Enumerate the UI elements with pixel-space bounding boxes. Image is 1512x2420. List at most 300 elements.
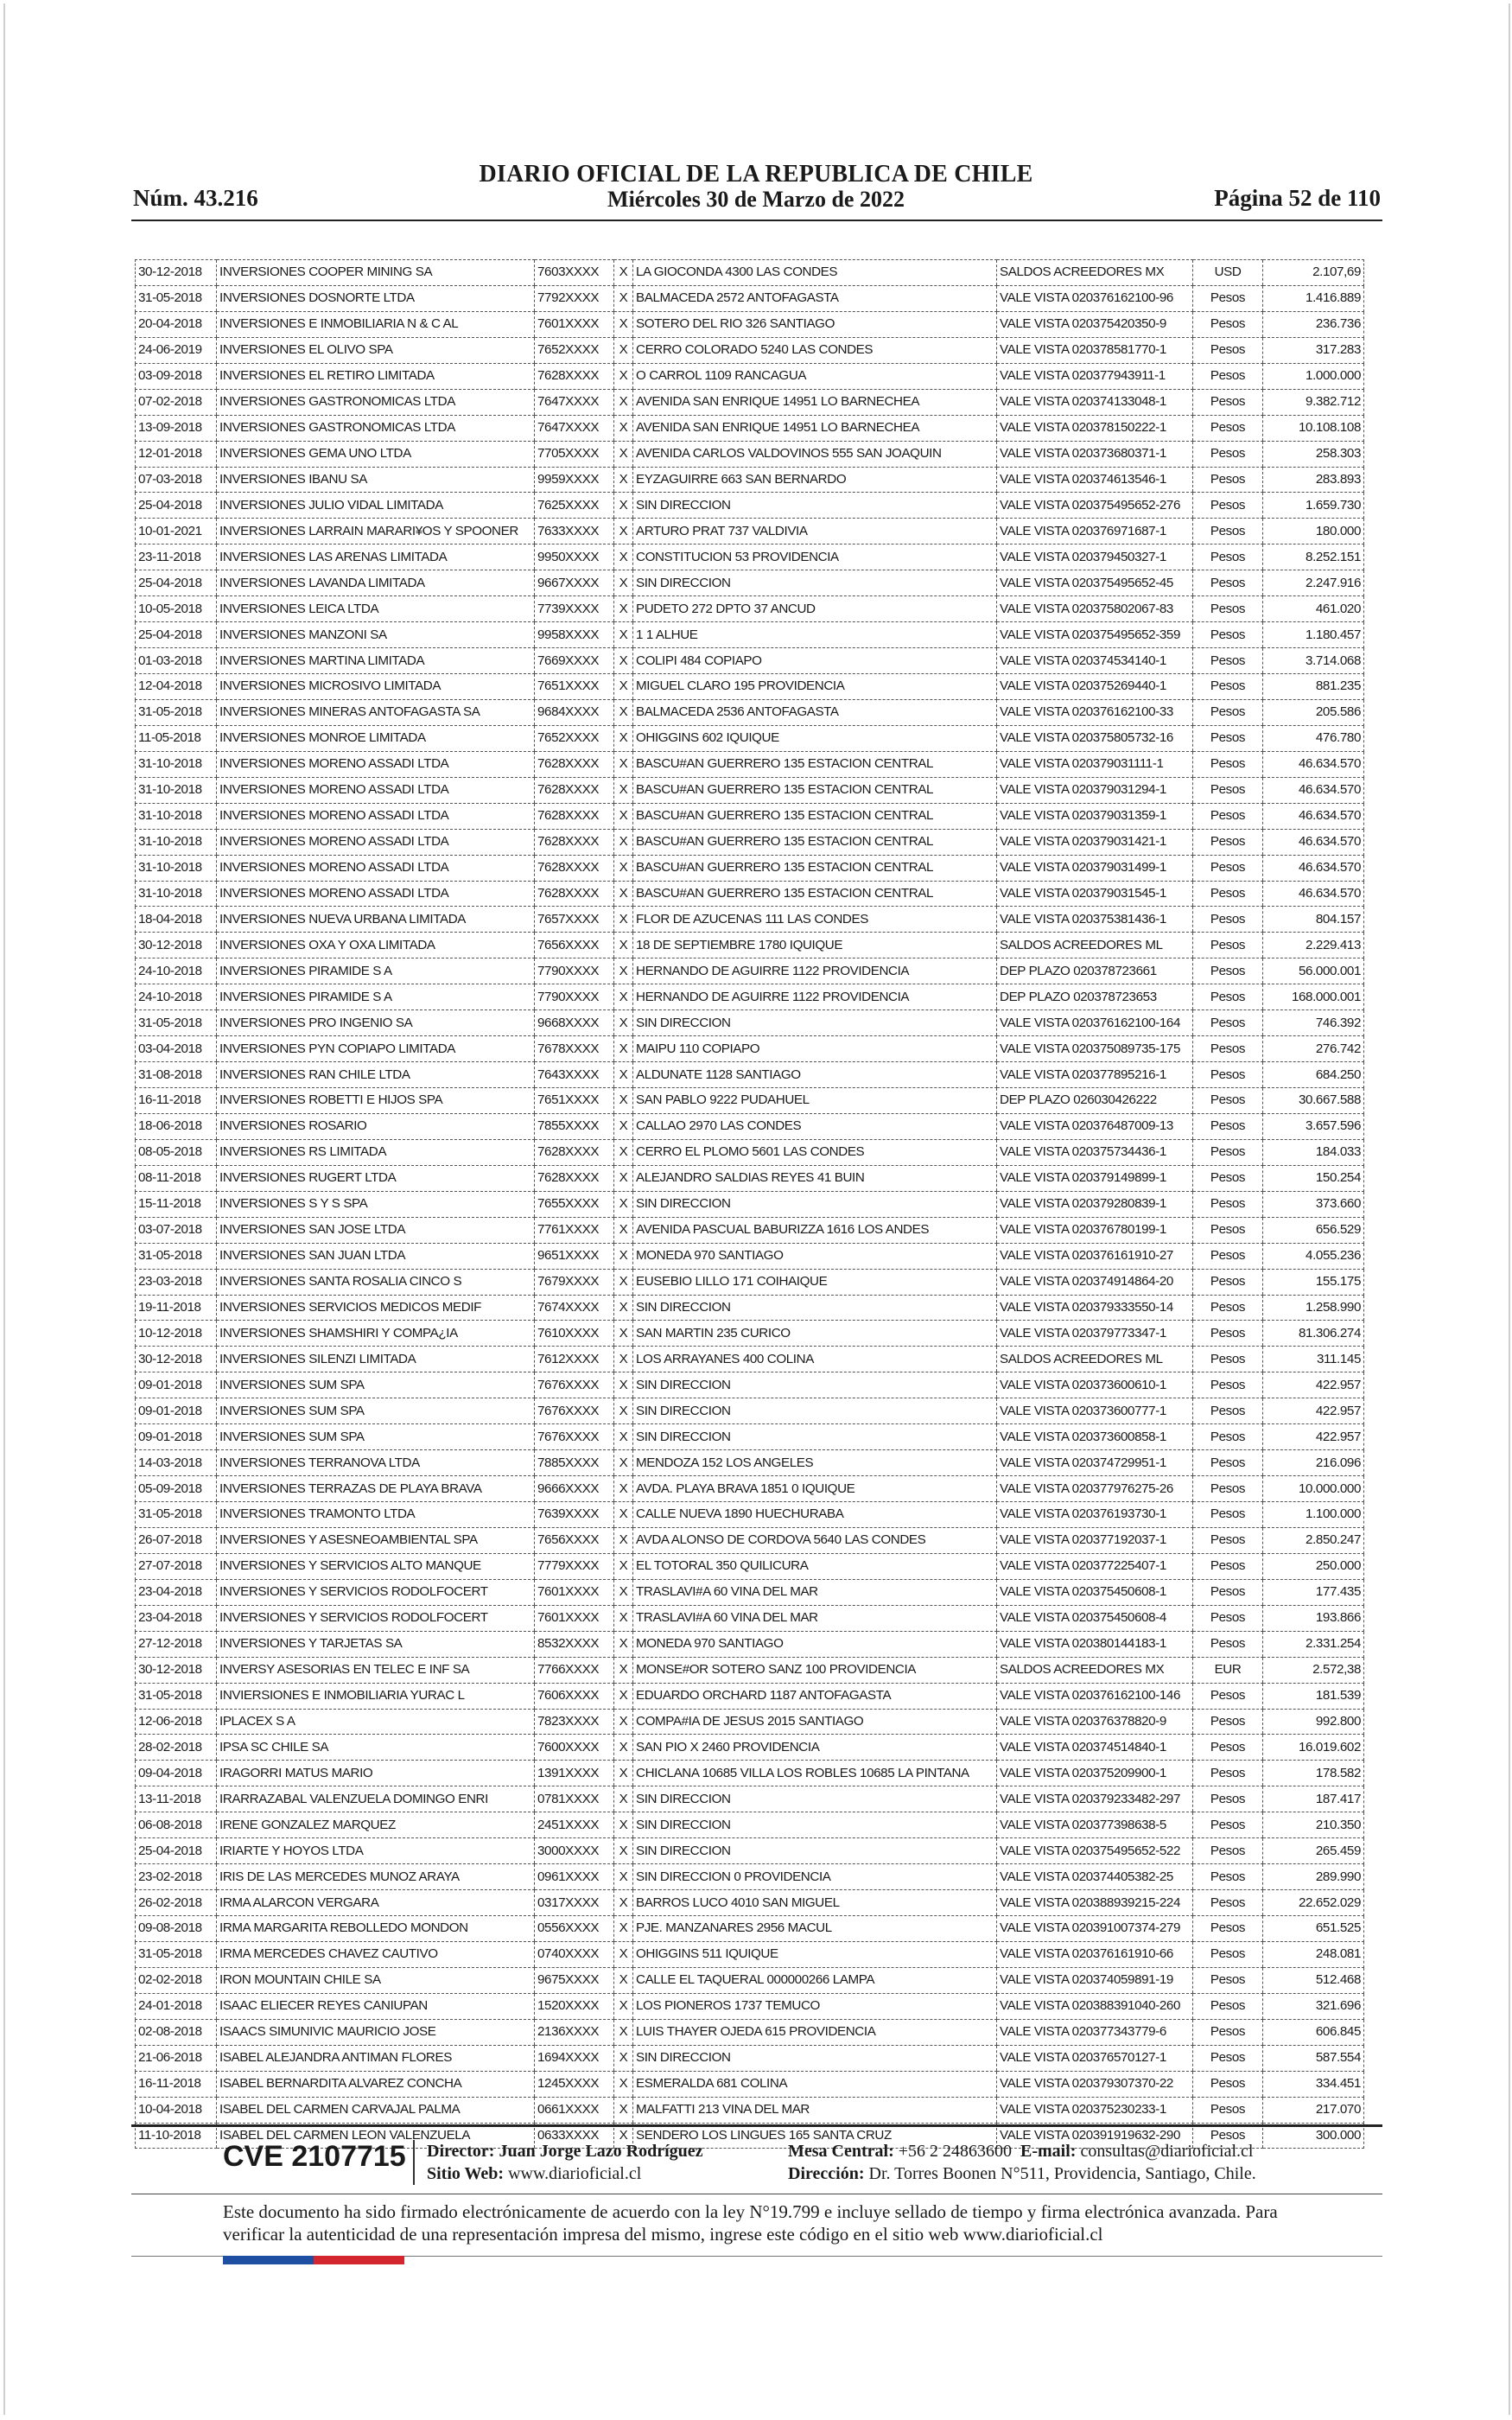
name-cell: INVERSIONES PIRAMIDE S A: [217, 958, 535, 984]
date-cell: 31-10-2018: [136, 881, 217, 907]
amount-cell: 1.000.000: [1263, 363, 1364, 389]
mark-cell: X: [614, 1398, 633, 1424]
date-cell: 23-11-2018: [136, 544, 217, 570]
address-cell: LOS ARRAYANES 400 COLINA: [633, 1347, 997, 1372]
rut-cell: 7625XXXX: [535, 493, 614, 519]
site-link[interactable]: www.diarioficial.cl: [508, 2164, 642, 2183]
currency-cell: Pesos: [1193, 1812, 1263, 1838]
amount-cell: 181.539: [1263, 1683, 1364, 1709]
address-cell: EUSEBIO LILLO 171 COIHAIQUE: [633, 1269, 997, 1295]
name-cell: INVIERSIONES E INMOBILIARIA YURAC L: [217, 1683, 535, 1709]
amount-cell: 248.081: [1263, 1941, 1364, 1967]
table-row: [136, 1424, 1364, 1450]
rut-cell: 7633XXXX: [535, 519, 614, 544]
address-cell: AVENIDA PASCUAL BABURIZZA 1616 LOS ANDES: [633, 1217, 997, 1243]
table-row: [136, 1139, 1364, 1165]
date-cell: 14-03-2018: [136, 1450, 217, 1476]
date-cell: 18-06-2018: [136, 1113, 217, 1139]
address-cell: CERRO COLORADO 5240 LAS CONDES: [633, 337, 997, 363]
amount-cell: 684.250: [1263, 1062, 1364, 1088]
date-cell: 10-05-2018: [136, 596, 217, 622]
rut-cell: 7628XXXX: [535, 363, 614, 389]
amount-cell: 606.845: [1263, 2019, 1364, 2045]
date-cell: 24-06-2019: [136, 337, 217, 363]
address-cell: CALLAO 2970 LAS CONDES: [633, 1113, 997, 1139]
mark-cell: X: [614, 1139, 633, 1165]
table-row: [136, 1165, 1364, 1191]
footer-divider: [131, 2124, 1382, 2127]
amount-cell: 46.634.570: [1263, 751, 1364, 777]
address-cell: BASCU#AN GUERRERO 135 ESTACION CENTRAL: [633, 855, 997, 881]
table-row: [136, 1372, 1364, 1398]
flag-red-segment: [314, 2256, 404, 2264]
table-row: [136, 1243, 1364, 1269]
date-cell: 25-04-2018: [136, 570, 217, 596]
name-cell: INVERSIONES MARTINA LIMITADA: [217, 648, 535, 674]
instrument-cell: VALE VISTA 020379450327-1: [997, 544, 1193, 570]
table-row: [136, 1709, 1364, 1735]
date-cell: 02-02-2018: [136, 1967, 217, 1993]
table-row: [136, 1735, 1364, 1761]
table-row: [136, 493, 1364, 519]
instrument-cell: VALE VISTA 020379233482-297: [997, 1786, 1193, 1812]
date-cell: 12-01-2018: [136, 441, 217, 467]
table-row: [136, 1191, 1364, 1217]
currency-cell: Pesos: [1193, 1269, 1263, 1295]
mark-cell: X: [614, 519, 633, 544]
address-cell: ALDUNATE 1128 SANTIAGO: [633, 1062, 997, 1088]
table-row: [136, 1605, 1364, 1631]
address-cell: BASCU#AN GUERRERO 135 ESTACION CENTRAL: [633, 751, 997, 777]
rut-cell: 7628XXXX: [535, 881, 614, 907]
amount-cell: 2.247.916: [1263, 570, 1364, 596]
mark-cell: X: [614, 907, 633, 933]
table-row: [136, 1631, 1364, 1657]
records-body: [136, 260, 1364, 2149]
currency-cell: Pesos: [1193, 441, 1263, 467]
date-cell: 12-04-2018: [136, 674, 217, 700]
instrument-cell: DEP PLAZO 026030426222: [997, 1088, 1193, 1114]
rut-cell: 7779XXXX: [535, 1553, 614, 1579]
amount-cell: 4.055.236: [1263, 1243, 1364, 1269]
currency-cell: Pesos: [1193, 777, 1263, 803]
amount-cell: 656.529: [1263, 1217, 1364, 1243]
date-cell: 31-05-2018: [136, 699, 217, 725]
amount-cell: 258.303: [1263, 441, 1364, 467]
table-row: [136, 389, 1364, 415]
table-row: [136, 648, 1364, 674]
rut-cell: 1245XXXX: [535, 2071, 614, 2097]
currency-cell: Pesos: [1193, 1062, 1263, 1088]
name-cell: IRMA MERCEDES CHAVEZ CAUTIVO: [217, 1941, 535, 1967]
rut-cell: 7601XXXX: [535, 1605, 614, 1631]
currency-cell: Pesos: [1193, 1553, 1263, 1579]
instrument-cell: DEP PLAZO 020378723661: [997, 958, 1193, 984]
address-cell: BASCU#AN GUERRERO 135 ESTACION CENTRAL: [633, 777, 997, 803]
instrument-cell: VALE VISTA 020377976275-26: [997, 1476, 1193, 1502]
instrument-cell: VALE VISTA 020380144183-1: [997, 1631, 1193, 1657]
instrument-cell: VALE VISTA 020375269440-1: [997, 674, 1193, 700]
date-cell: 31-05-2018: [136, 1941, 217, 1967]
instrument-cell: VALE VISTA 020378150222-1: [997, 415, 1193, 441]
table-row: [136, 1812, 1364, 1838]
table-row: [136, 1786, 1364, 1812]
address-cell: AVENIDA SAN ENRIQUE 14951 LO BARNECHEA: [633, 389, 997, 415]
name-cell: INVERSIONES S Y S SPA: [217, 1191, 535, 1217]
date-cell: 16-11-2018: [136, 2071, 217, 2097]
amount-cell: 334.451: [1263, 2071, 1364, 2097]
instrument-cell: VALE VISTA 020374133048-1: [997, 389, 1193, 415]
currency-cell: Pesos: [1193, 1191, 1263, 1217]
address-cell: MONEDA 970 SANTIAGO: [633, 1631, 997, 1657]
address-cell: PUDETO 272 DPTO 37 ANCUD: [633, 596, 997, 622]
currency-cell: Pesos: [1193, 1139, 1263, 1165]
address-cell: SIN DIRECCION: [633, 493, 997, 519]
date-cell: 09-08-2018: [136, 1916, 217, 1942]
table-row: [136, 1269, 1364, 1295]
rut-cell: 7761XXXX: [535, 1217, 614, 1243]
rut-cell: 7610XXXX: [535, 1321, 614, 1347]
amount-cell: 651.525: [1263, 1916, 1364, 1942]
address-label: Dirección:: [788, 2164, 865, 2183]
currency-cell: Pesos: [1193, 493, 1263, 519]
instrument-cell: VALE VISTA 020379773347-1: [997, 1321, 1193, 1347]
table-row: [136, 1967, 1364, 1993]
instrument-cell: SALDOS ACREEDORES ML: [997, 933, 1193, 958]
currency-cell: Pesos: [1193, 1295, 1263, 1321]
mark-cell: X: [614, 570, 633, 596]
address-cell: MONSE#OR SOTERO SANZ 100 PROVIDENCIA: [633, 1657, 997, 1683]
table-row: [136, 803, 1364, 829]
rut-cell: 0740XXXX: [535, 1941, 614, 1967]
mark-cell: X: [614, 1761, 633, 1786]
table-row: [136, 1398, 1364, 1424]
instrument-cell: DEP PLAZO 020378723653: [997, 984, 1193, 1010]
table-row: [136, 674, 1364, 700]
currency-cell: Pesos: [1193, 2019, 1263, 2045]
address-cell: EL TOTORAL 350 QUILICURA: [633, 1553, 997, 1579]
table-row: [136, 1916, 1364, 1942]
instrument-cell: SALDOS ACREEDORES MX: [997, 1657, 1193, 1683]
name-cell: INVERSIONES ROBETTI E HIJOS SPA: [217, 1088, 535, 1114]
currency-cell: Pesos: [1193, 933, 1263, 958]
name-cell: IPSA SC CHILE SA: [217, 1735, 535, 1761]
name-cell: IRAGORRI MATUS MARIO: [217, 1761, 535, 1786]
date-cell: 27-07-2018: [136, 1553, 217, 1579]
currency-cell: Pesos: [1193, 1605, 1263, 1631]
amount-cell: 177.435: [1263, 1579, 1364, 1605]
mark-cell: X: [614, 881, 633, 907]
currency-cell: Pesos: [1193, 881, 1263, 907]
table-row: [136, 1838, 1364, 1864]
instrument-cell: VALE VISTA 020378581770-1: [997, 337, 1193, 363]
date-cell: 25-04-2018: [136, 622, 217, 648]
rut-cell: 7656XXXX: [535, 1527, 614, 1553]
mark-cell: X: [614, 1113, 633, 1139]
address-cell: ALEJANDRO SALDIAS REYES 41 BUIN: [633, 1165, 997, 1191]
instrument-cell: VALE VISTA 020375802067-83: [997, 596, 1193, 622]
mark-cell: X: [614, 441, 633, 467]
amount-cell: 2.331.254: [1263, 1631, 1364, 1657]
name-cell: INVERSIONES MANZONI SA: [217, 622, 535, 648]
instrument-cell: VALE VISTA 020376161910-66: [997, 1941, 1193, 1967]
address-cell: CALLE EL TAQUERAL 000000266 LAMPA: [633, 1967, 997, 1993]
date-cell: 09-01-2018: [136, 1398, 217, 1424]
amount-cell: 184.033: [1263, 1139, 1364, 1165]
currency-cell: Pesos: [1193, 1786, 1263, 1812]
currency-cell: Pesos: [1193, 622, 1263, 648]
instrument-cell: VALE VISTA 020379307370-22: [997, 2071, 1193, 2097]
address-cell: BASCU#AN GUERRERO 135 ESTACION CENTRAL: [633, 829, 997, 855]
amount-cell: 168.000.001: [1263, 984, 1364, 1010]
name-cell: INVERSIONES SUM SPA: [217, 1398, 535, 1424]
rut-cell: 1391XXXX: [535, 1761, 614, 1786]
date-cell: 07-03-2018: [136, 467, 217, 493]
currency-cell: EUR: [1193, 1657, 1263, 1683]
address-cell: AVDA. PLAYA BRAVA 1851 0 IQUIQUE: [633, 1476, 997, 1502]
table-row: [136, 1683, 1364, 1709]
mark-cell: X: [614, 2045, 633, 2071]
amount-cell: 1.180.457: [1263, 622, 1364, 648]
currency-cell: Pesos: [1193, 1113, 1263, 1139]
date-cell: 01-03-2018: [136, 648, 217, 674]
currency-cell: Pesos: [1193, 1036, 1263, 1062]
mark-cell: X: [614, 1890, 633, 1916]
instrument-cell: VALE VISTA 020379031499-1: [997, 855, 1193, 881]
instrument-cell: VALE VISTA 020375450608-1: [997, 1579, 1193, 1605]
date-cell: 23-03-2018: [136, 1269, 217, 1295]
rut-cell: 7601XXXX: [535, 311, 614, 337]
address-cell: SIN DIRECCION: [633, 1838, 997, 1864]
rut-cell: 0661XXXX: [535, 2097, 614, 2123]
name-cell: IRON MOUNTAIN CHILE SA: [217, 1967, 535, 1993]
table-row: [136, 285, 1364, 311]
currency-cell: Pesos: [1193, 1709, 1263, 1735]
rut-cell: 9667XXXX: [535, 570, 614, 596]
name-cell: IPLACEX S A: [217, 1709, 535, 1735]
table-row: [136, 1941, 1364, 1967]
address-cell: ARTURO PRAT 737 VALDIVIA: [633, 519, 997, 544]
table-row: [136, 544, 1364, 570]
mark-cell: X: [614, 958, 633, 984]
currency-cell: Pesos: [1193, 1243, 1263, 1269]
name-cell: INVERSIONES LAS ARENAS LIMITADA: [217, 544, 535, 570]
address-cell: OHIGGINS 602 IQUIQUE: [633, 725, 997, 751]
instrument-cell: VALE VISTA 020377343779-6: [997, 2019, 1193, 2045]
currency-cell: Pesos: [1193, 1347, 1263, 1372]
email-link[interactable]: consultas@diarioficial.cl: [1080, 2142, 1254, 2161]
instrument-cell: VALE VISTA 020375230233-1: [997, 2097, 1193, 2123]
name-cell: INVERSIONES TRAMONTO LTDA: [217, 1502, 535, 1528]
name-cell: IRENE GONZALEZ MARQUEZ: [217, 1812, 535, 1838]
address-cell: BASCU#AN GUERRERO 135 ESTACION CENTRAL: [633, 803, 997, 829]
date-cell: 23-04-2018: [136, 1579, 217, 1605]
date-cell: 24-10-2018: [136, 984, 217, 1010]
instrument-cell: VALE VISTA 020376193730-1: [997, 1502, 1193, 1528]
instrument-cell: VALE VISTA 020374534140-1: [997, 648, 1193, 674]
currency-cell: Pesos: [1193, 1321, 1263, 1347]
mark-cell: X: [614, 933, 633, 958]
address-cell: LOS PIONEROS 1737 TEMUCO: [633, 1993, 997, 2019]
amount-cell: 992.800: [1263, 1709, 1364, 1735]
table-row: [136, 1502, 1364, 1528]
address-cell: MIGUEL CLARO 195 PROVIDENCIA: [633, 674, 997, 700]
name-cell: INVERSIONES RUGERT LTDA: [217, 1165, 535, 1191]
amount-cell: 236.736: [1263, 311, 1364, 337]
instrument-cell: VALE VISTA 020375495652-522: [997, 1838, 1193, 1864]
address-cell: 18 DE SEPTIEMBRE 1780 IQUIQUE: [633, 933, 997, 958]
name-cell: INVERSIONES MORENO ASSADI LTDA: [217, 777, 535, 803]
address-cell: MALFATTI 213 VINA DEL MAR: [633, 2097, 997, 2123]
name-cell: INVERSIONES SAN JUAN LTDA: [217, 1243, 535, 1269]
table-row: [136, 2045, 1364, 2071]
instrument-cell: VALE VISTA 020375209900-1: [997, 1761, 1193, 1786]
table-row: [136, 1347, 1364, 1372]
currency-cell: Pesos: [1193, 1735, 1263, 1761]
table-row: [136, 311, 1364, 337]
amount-cell: 217.070: [1263, 2097, 1364, 2123]
address-cell: SIN DIRECCION: [633, 1372, 997, 1398]
currency-cell: Pesos: [1193, 674, 1263, 700]
date-cell: 11-10-2018: [136, 2123, 217, 2149]
rut-cell: 7652XXXX: [535, 725, 614, 751]
rut-cell: 3000XXXX: [535, 1838, 614, 1864]
issue-date: Miércoles 30 de Marzo de 2022: [607, 187, 905, 212]
currency-cell: Pesos: [1193, 337, 1263, 363]
amount-cell: 180.000: [1263, 519, 1364, 544]
name-cell: INVERSIONES MICROSIVO LIMITADA: [217, 674, 535, 700]
table-row: [136, 1010, 1364, 1036]
instrument-cell: VALE VISTA 020379031421-1: [997, 829, 1193, 855]
name-cell: ISAAC ELIECER REYES CANIUPAN: [217, 1993, 535, 2019]
instrument-cell: VALE VISTA 020374914864-20: [997, 1269, 1193, 1295]
name-cell: INVERSIONES LARRAIN MARARI¥OS Y SPOONER: [217, 519, 535, 544]
table-row: [136, 699, 1364, 725]
name-cell: INVERSIONES GEMA UNO LTDA: [217, 441, 535, 467]
date-cell: 19-11-2018: [136, 1295, 217, 1321]
amount-cell: 373.660: [1263, 1191, 1364, 1217]
address-cell: PJE. MANZANARES 2956 MACUL: [633, 1916, 997, 1942]
mark-cell: X: [614, 1036, 633, 1062]
instrument-cell: VALE VISTA 020375450608-4: [997, 1605, 1193, 1631]
rut-cell: 7790XXXX: [535, 958, 614, 984]
mark-cell: X: [614, 1010, 633, 1036]
rut-cell: 9666XXXX: [535, 1476, 614, 1502]
rut-cell: 0317XXXX: [535, 1890, 614, 1916]
rut-cell: 9668XXXX: [535, 1010, 614, 1036]
rut-cell: 7606XXXX: [535, 1683, 614, 1709]
currency-cell: Pesos: [1193, 855, 1263, 881]
table-row: [136, 467, 1364, 493]
date-cell: 25-04-2018: [136, 493, 217, 519]
name-cell: ISABEL ALEJANDRA ANTIMAN FLORES: [217, 2045, 535, 2071]
instrument-cell: VALE VISTA 020377398638-5: [997, 1812, 1193, 1838]
address-cell: SOTERO DEL RIO 326 SANTIAGO: [633, 311, 997, 337]
mark-cell: X: [614, 1217, 633, 1243]
table-row: [136, 855, 1364, 881]
currency-cell: Pesos: [1193, 1890, 1263, 1916]
amount-cell: 250.000: [1263, 1553, 1364, 1579]
rut-cell: 7628XXXX: [535, 751, 614, 777]
date-cell: 08-11-2018: [136, 1165, 217, 1191]
mark-cell: X: [614, 1527, 633, 1553]
instrument-cell: VALE VISTA 020391919632-290: [997, 2123, 1193, 2149]
currency-cell: Pesos: [1193, 1631, 1263, 1657]
mark-cell: X: [614, 2123, 633, 2149]
amount-cell: 746.392: [1263, 1010, 1364, 1036]
rut-cell: 0556XXXX: [535, 1916, 614, 1942]
instrument-cell: VALE VISTA 020376162100-96: [997, 285, 1193, 311]
name-cell: INVERSIONES SERVICIOS MEDICOS MEDIF: [217, 1295, 535, 1321]
mark-cell: X: [614, 1553, 633, 1579]
name-cell: INVERSIONES JULIO VIDAL LIMITADA: [217, 493, 535, 519]
amount-cell: 265.459: [1263, 1838, 1364, 1864]
legal-notice: Este documento ha sido firmado electrónicamente de acuerdo con la ley N°19.799 e incluye sellado de tiempo y firma electrónica avanzada. Para verificar la autenticidad de una representación impresa del mismo, ingrese este código en el sitio web www.diarioficial.cl: [223, 2201, 1278, 2245]
currency-cell: Pesos: [1193, 2071, 1263, 2097]
date-cell: 03-09-2018: [136, 363, 217, 389]
table-row: [136, 441, 1364, 467]
date-cell: 09-01-2018: [136, 1424, 217, 1450]
amount-cell: 311.145: [1263, 1347, 1364, 1372]
currency-cell: Pesos: [1193, 1864, 1263, 1890]
address-cell: AVDA ALONSO DE CORDOVA 5640 LAS CONDES: [633, 1527, 997, 1553]
mark-cell: X: [614, 493, 633, 519]
amount-cell: 8.252.151: [1263, 544, 1364, 570]
table-row: [136, 415, 1364, 441]
date-cell: 31-08-2018: [136, 1062, 217, 1088]
mark-cell: X: [614, 1941, 633, 1967]
rut-cell: 7705XXXX: [535, 441, 614, 467]
mark-cell: X: [614, 1838, 633, 1864]
instrument-cell: VALE VISTA 020388939215-224: [997, 1890, 1193, 1916]
table-row: [136, 1657, 1364, 1683]
date-cell: 06-08-2018: [136, 1812, 217, 1838]
date-cell: 30-12-2018: [136, 933, 217, 958]
mark-cell: X: [614, 1812, 633, 1838]
instrument-cell: VALE VISTA 020376971687-1: [997, 519, 1193, 544]
rut-cell: 9651XXXX: [535, 1243, 614, 1269]
table-row: [136, 958, 1364, 984]
date-cell: 31-10-2018: [136, 829, 217, 855]
date-cell: 31-10-2018: [136, 777, 217, 803]
mark-cell: X: [614, 1605, 633, 1631]
address-cell: OHIGGINS 511 IQUIQUE: [633, 1941, 997, 1967]
mark-cell: X: [614, 725, 633, 751]
currency-cell: Pesos: [1193, 1502, 1263, 1528]
name-cell: INVERSIONES OXA Y OXA LIMITADA: [217, 933, 535, 958]
email-label: E-mail:: [1020, 2142, 1077, 2161]
amount-cell: 461.020: [1263, 596, 1364, 622]
name-cell: INVERSIONES COOPER MINING SA: [217, 260, 535, 286]
instrument-cell: VALE VISTA 020374059891-19: [997, 1967, 1193, 1993]
address-cell: SIN DIRECCION 0 PROVIDENCIA: [633, 1864, 997, 1890]
mark-cell: X: [614, 596, 633, 622]
rut-cell: 0961XXXX: [535, 1864, 614, 1890]
amount-cell: 205.586: [1263, 699, 1364, 725]
rut-cell: 9958XXXX: [535, 622, 614, 648]
table-row: [136, 1579, 1364, 1605]
currency-cell: Pesos: [1193, 415, 1263, 441]
date-cell: 31-05-2018: [136, 285, 217, 311]
address-cell: AVENIDA CARLOS VALDOVINOS 555 SAN JOAQUIN: [633, 441, 997, 467]
name-cell: INVERSIONES MONROE LIMITADA: [217, 725, 535, 751]
table-row: [136, 2019, 1364, 2045]
amount-cell: 321.696: [1263, 1993, 1364, 2019]
currency-cell: Pesos: [1193, 285, 1263, 311]
mark-cell: X: [614, 1709, 633, 1735]
name-cell: INVERSIONES Y ASESNEOAMBIENTAL SPA: [217, 1527, 535, 1553]
mark-cell: X: [614, 855, 633, 881]
